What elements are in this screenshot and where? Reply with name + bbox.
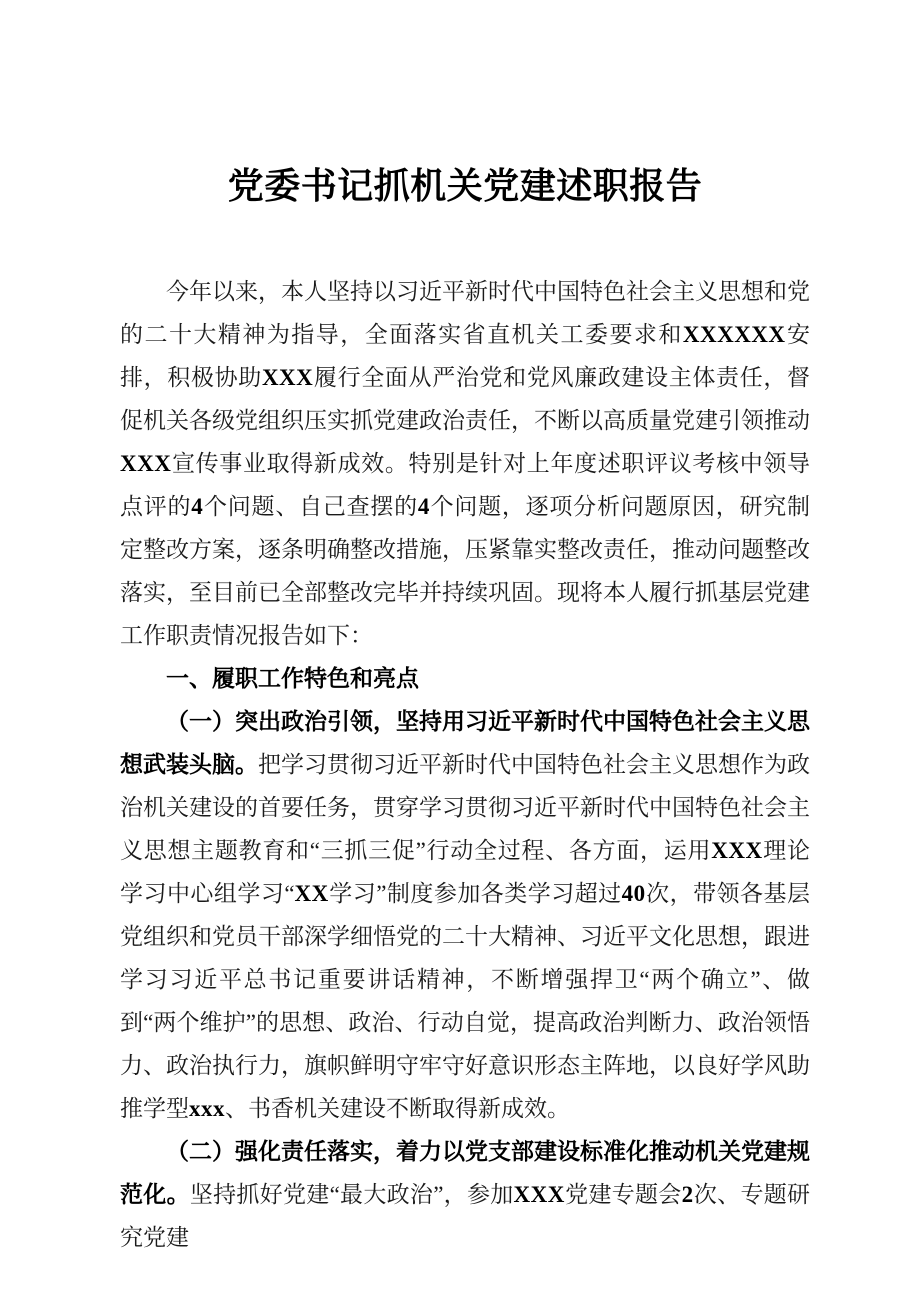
- text-run: 学习”制度参加各类学习超过: [328, 881, 622, 906]
- document-body: [120, 270, 810, 1259]
- text-run: 把学习贯彻习近平新时代中国特色社会主义思想作为政治机关建设的首要任务，贯穿学习贯彻习近平新时代中国特色社会主义思想主题教育和“三抓三促”行动全过程、各方面，运用: [120, 752, 810, 863]
- text-run: XXX: [261, 365, 314, 390]
- text-run: 安排，积极协助: [120, 322, 811, 390]
- text-run: XX: [294, 881, 329, 906]
- text-run: （二）强化责任落实，着力以党支部建设标准化推动机关党建规范化。: [120, 1139, 810, 1207]
- text-run: 今年以来，本人坚持以习近平新时代中国特色社会主义思想和党的二十大精神为指导，全面落实省直机关工委要求和: [120, 279, 810, 347]
- text-run: 4: [191, 494, 204, 519]
- paragraph: [120, 700, 810, 1130]
- text-run: 坚持抓好党建“最大政治”，参加: [189, 1182, 514, 1207]
- text-run: 次、专题研究党建: [120, 1182, 811, 1250]
- text-run: 40: [621, 881, 646, 906]
- text-run: 、书香机关建设不断取得新成效。: [225, 1096, 570, 1121]
- text-run: XXX: [120, 451, 172, 476]
- text-run: 次，带领各基层党组织和党员干部深学细悟党的二十大精神、习近平文化思想，跟进学习习近平总书记重要讲话精神，不断增强捍卫“两个确立”、做到“两个维护”的思想、政治、行动自觉，提高政治判断力、政治领悟力、政治执行力，旗帜鲜明守牢守好意识形态主阵地，以良好学风助推学型: [120, 881, 810, 1121]
- text-run: 宣传事业取得新成效。特别是针对上年度述职评议考核中领导点评的: [120, 451, 810, 519]
- section-heading: [120, 657, 810, 700]
- text-run: 4: [417, 494, 430, 519]
- text-run: XXX: [513, 1182, 565, 1207]
- paragraph: [120, 270, 810, 657]
- text-run: （一）突出政治引领，坚持用习近平新时代中国特色社会主义思想武装头脑。: [120, 709, 810, 777]
- text-run: 个问题，逐项分析问题原因，研究制定整改方案，逐条明确整改措施，压紧靠实整改责任，推动问题整改落实，至目前已全部整改完毕并持续巩固。现将本人履行抓基层党建工作职责情况报告如下：: [120, 494, 811, 648]
- text-run: 党建专题会: [564, 1182, 682, 1207]
- text-run: XXX: [711, 838, 763, 863]
- text-run: 理论学习中心组学习“: [120, 838, 811, 906]
- paragraph: [120, 1130, 810, 1259]
- doc-title: 党委书记抓机关党建述职报告: [227, 165, 703, 206]
- text-run: xxx: [189, 1096, 225, 1121]
- text-run: 个问题、自己查摆的: [203, 494, 418, 519]
- text-run: 2: [681, 1182, 694, 1207]
- text-run: XXXXXX: [682, 322, 786, 347]
- text-run: 履行全面从严治党和党风廉政建设主体责任，督促机关各级党组织压实抓党建政治责任，不断以高质量党建引领推动: [120, 365, 811, 433]
- text-run: 一、履职工作特色和亮点: [166, 666, 419, 691]
